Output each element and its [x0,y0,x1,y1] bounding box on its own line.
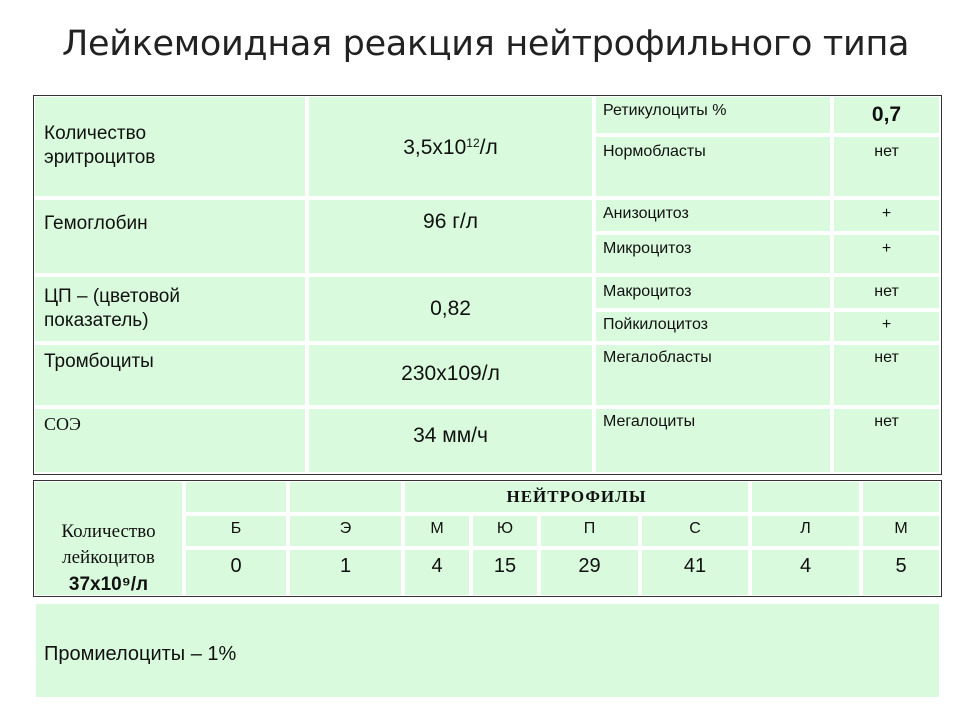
hemoglobin-label: Гемоглобин [44,213,148,234]
megalocytes-value: нет [874,413,899,430]
esr-label: СОЭ [44,414,81,434]
value-l: 4 [799,555,812,577]
nh-cell-1 [186,482,286,512]
microcytosis-label: Микроцитоз [603,240,692,257]
color-index-label: ЦП – (цветовой показатель) [44,286,180,331]
megalocytes-label: Мегалоциты [603,413,696,430]
erythrocytes-value-base: 3,5х10 [403,136,467,159]
reticulocytes-value: 0,7 [871,103,902,126]
megaloblasts-value: нет [874,349,899,366]
col-label-e: Э [339,520,352,537]
nh-cell-4 [752,482,859,512]
value-m: 4 [431,555,443,577]
nh-cell-5 [863,482,939,512]
esr-value: 34 мм/ч [413,424,488,447]
megaloblasts-label: Мегалобласты [603,349,712,366]
col-label-b: Б [230,520,242,537]
hemoglobin-value: 96 г/л [423,210,478,233]
anisocytosis-label: Анизоцитоз [603,205,689,222]
col-label-s: С [689,520,701,537]
leukocyte-count: 37х10⁹/л [68,574,149,595]
leukocyte-label-line2: лейкоцитов [62,547,155,568]
nh-cell-2 [290,482,401,512]
anisocytosis-value: + [881,205,892,222]
col-label-m: М [430,520,444,537]
col-label-l: Л [800,520,811,537]
page-title: Лейкемоидная реакция нейтрофильного типа [62,24,910,64]
platelets-value: 230х109/л [401,362,500,385]
poikilocytosis-value: + [881,316,892,333]
erythrocytes-value [309,136,592,160]
col-label-m2: М [894,520,908,537]
value-b: 0 [230,555,242,577]
erythrocytes-value-exponent: 12 [466,136,480,150]
col-label-yu: Ю [496,520,514,537]
value-p: 29 [578,555,601,577]
value-m2: 5 [895,555,907,577]
hemoglobin-label-cell [35,200,305,273]
macrocytosis-label: Макроцитоз [603,283,692,300]
poikilocytosis-label: Пойкилоцитоз [603,316,708,333]
value-s: 41 [683,555,707,577]
normoblasts-value: нет [874,143,899,160]
reticulocytes-label: Ретикулоциты % [603,102,727,119]
erythrocytes-label: Количество эритроцитов [44,123,156,168]
erythrocytes-value-unit: /л [479,136,498,159]
color-index-value: 0,82 [430,297,471,320]
promyelocytes-note: Промиелоциты – 1% [44,643,237,665]
platelets-label: Тромбоциты [44,351,154,372]
macrocytosis-value: нет [874,283,899,300]
value-e: 1 [339,555,352,577]
value-yu: 15 [493,555,517,577]
col-label-p: П [583,520,596,537]
neutrophils-header: НЕЙТРОФИЛЫ [506,487,647,506]
microcytosis-value: + [881,240,892,257]
normoblasts-label: Нормобласты [603,143,706,160]
leukocyte-label-line1: Количество [61,521,156,542]
